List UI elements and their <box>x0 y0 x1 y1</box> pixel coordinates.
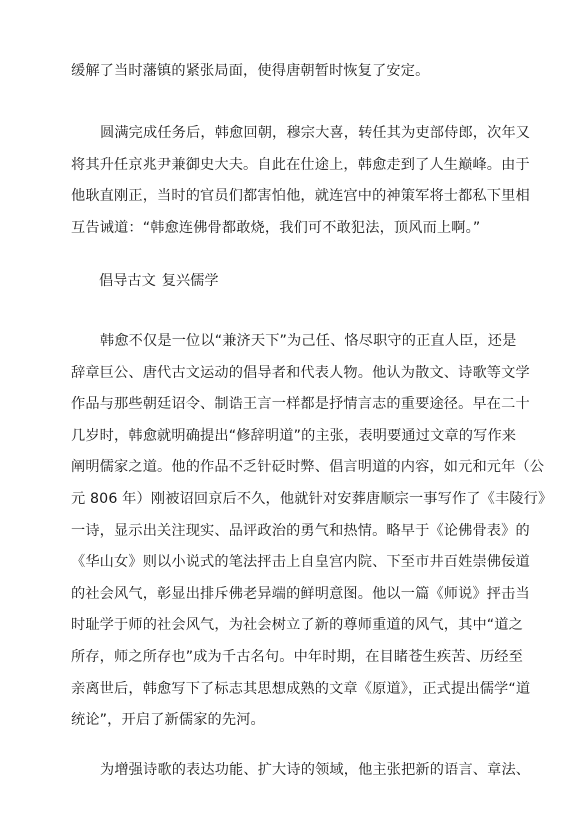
text-line: 互告诫道：“韩愈连佛骨都敢烧，我们可不敢犯法，顶风而上啊。” <box>71 219 481 236</box>
section-heading <box>99 266 219 298</box>
paragraph-4 <box>71 755 531 787</box>
text-line: 阐明儒家之道。他的作品不乏针砭时弊、倡言明道的内容，如元和元年（公 <box>71 459 545 476</box>
text-line: 时耻学于师的社会风气，为社会树立了新的尊师重道的风气，其中“道之 <box>71 617 523 634</box>
text-line: 为增强诗歌的表达功能、扩大诗的领域，他主张把新的语言、章法、 <box>100 762 531 778</box>
text-line: 亲离世后，韩愈写下了标志其思想成熟的文章《原道》，正式提出儒学“道 <box>71 680 531 697</box>
text-line: 《华山女》则以小说式的笔法抨击上自皇宫内院、下至市井百姓崇佛佞道 <box>71 554 530 571</box>
paragraph-2 <box>71 118 531 244</box>
text-line: 统论”，开启了新儒家的先河。 <box>71 712 265 729</box>
paragraph-3 <box>71 326 553 737</box>
text-line: 辞章巨公、唐代古文运动的倡导者和代表人物。他认为散文、诗歌等文学 <box>71 364 530 381</box>
text-line: 的社会风气，彰显出排斥佛老异端的鲜明意图。他以一篇《师说》抨击当 <box>71 585 530 602</box>
text-line: 圆满完成任务后，韩愈回朝，穆宗大喜，转任其为吏部侍郎，次年又 <box>100 125 531 141</box>
text-line: 将其升任京兆尹兼御史大夫。自此在仕途上，韩愈走到了人生巅峰。由于 <box>71 156 530 173</box>
text-line: 缓解了当时藩镇的紧张局面，使得唐朝暂时恢复了安定。 <box>71 63 430 79</box>
text-line: 他耿直刚正，当时的官员们都害怕他，就连宫中的神策军将士都私下里相 <box>71 188 530 205</box>
heading-part-2: 复兴儒学 <box>161 273 219 289</box>
text-line: 元 806 年）刚被诏回京后不久，他就针对安葬唐顺宗一事写作了《丰陵行》 <box>71 490 553 507</box>
text-line: 一诗，显示出关注现实、品评政治的勇气和热情。略早于《论佛骨表》的 <box>71 522 530 539</box>
text-line: 几岁时，韩愈就明确提出“修辞明道”的主张，表明要通过文章的写作来 <box>71 427 517 444</box>
text-line: 韩愈不仅是一位以“兼济天下”为己任、恪尽职守的正直人臣，还是 <box>100 333 517 349</box>
paragraph-1 <box>71 56 507 88</box>
text-line: 所存，师之所存也”成为千古名句。中年时期，在目睹苍生疾苦、历经至 <box>71 648 523 665</box>
heading-part-1: 倡导古文 <box>99 273 156 289</box>
text-line: 作品与那些朝廷诏令、制诰王言一样都是抒情言志的重要途径。早在二十 <box>71 396 530 413</box>
